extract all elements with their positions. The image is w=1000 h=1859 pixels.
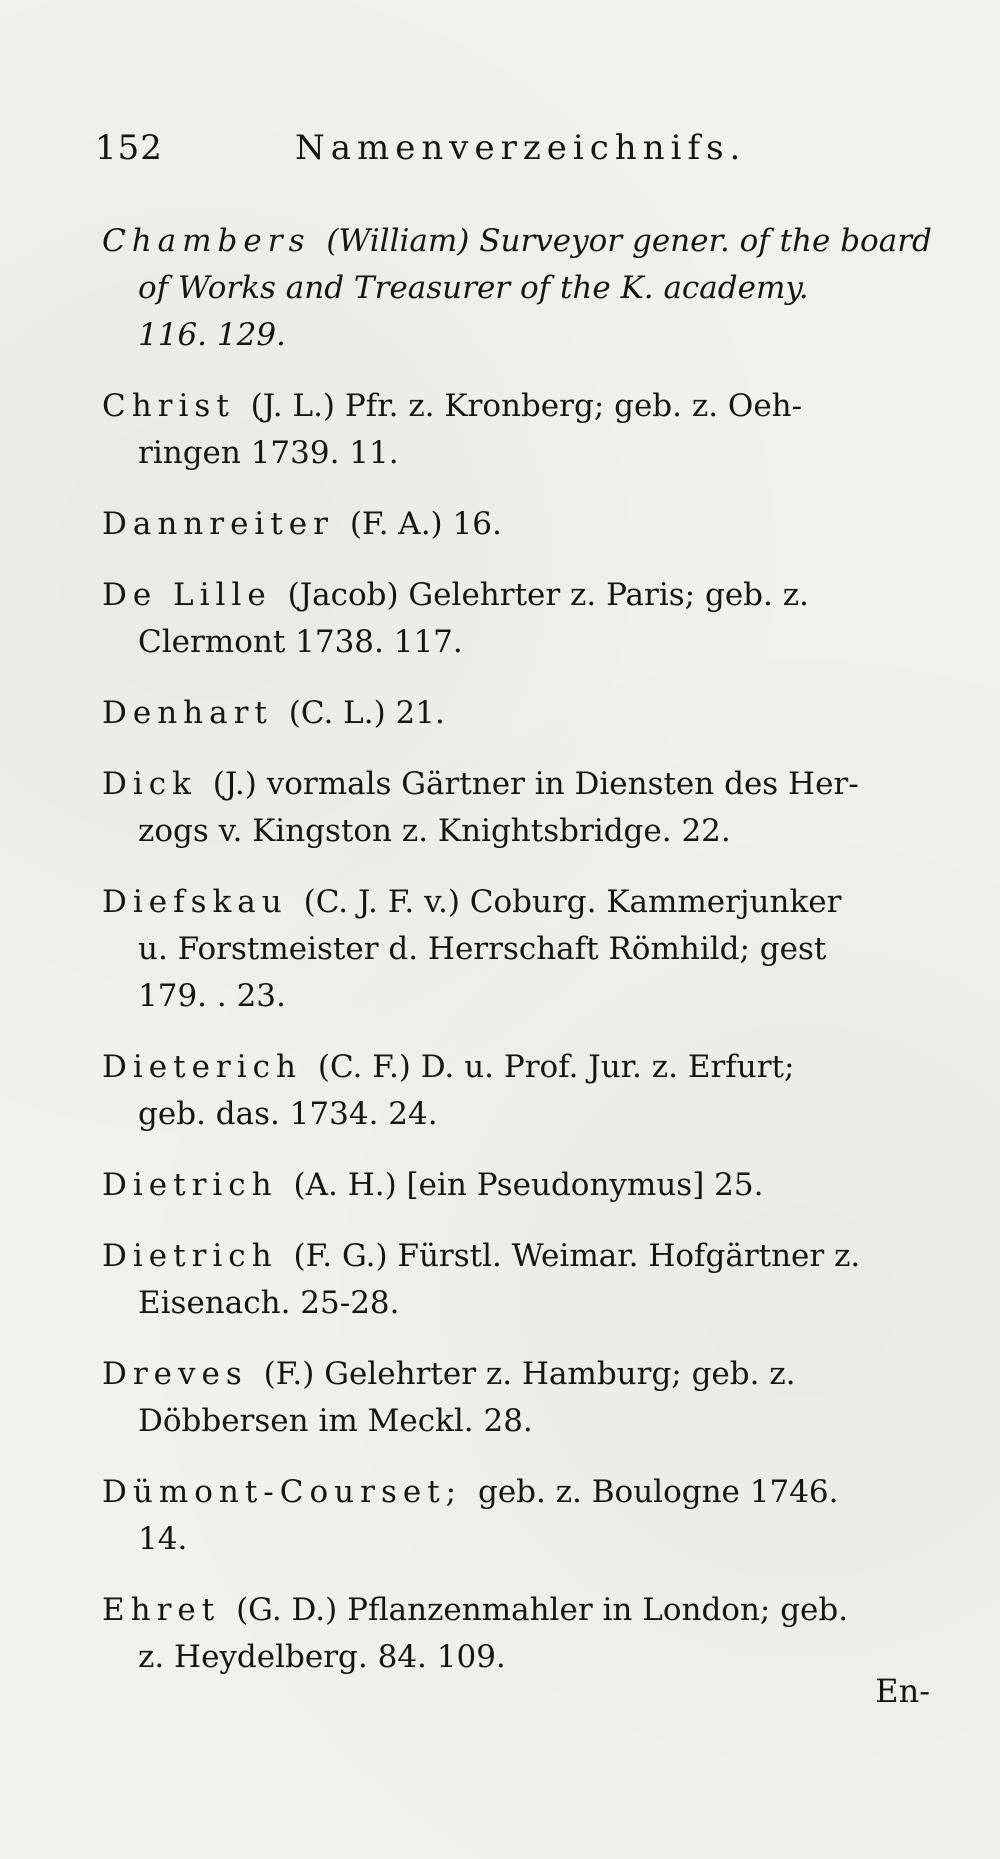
entry-text: (F. G.) Fürstl. Weimar. Hofgärtner z. (293, 1238, 861, 1274)
entry-first-line (102, 1233, 922, 1280)
index-entry (102, 1044, 922, 1138)
entry-text: Eisenach. 25-28. (138, 1285, 400, 1321)
entry-continuation-line (102, 1280, 922, 1327)
entry-first-line (102, 1044, 922, 1091)
entry-text: z. Heydelberg. 84. 109. (138, 1639, 506, 1675)
entry-text: (G. D.) Pflanzenmahler in London; geb. (236, 1592, 849, 1628)
entry-first-line (102, 218, 932, 265)
entry-text: 14. (138, 1521, 188, 1557)
index-entry (102, 1587, 922, 1681)
entry-text: ringen 1739. 11. (138, 435, 399, 471)
entry-text: geb. das. 1734. 24. (138, 1096, 438, 1132)
entry-continuation-line (102, 926, 922, 973)
entry-text: Döbbersen im Meckl. 28. (138, 1403, 533, 1439)
entry-name: Diefskau (102, 884, 288, 920)
entry-first-line (102, 1162, 922, 1209)
entry-first-line (102, 879, 922, 926)
entry-text: (C. F.) D. u. Prof. Jur. z. Erfurt; (317, 1049, 795, 1085)
entry-text: (F. A.) 16. (349, 506, 502, 542)
index-entry (102, 1351, 922, 1445)
index-entry (102, 1469, 922, 1563)
name-index-entries (102, 218, 932, 1705)
entry-name: Dietrich (102, 1238, 278, 1274)
page-number: 152 (95, 128, 163, 168)
entry-text: (William) Surveyor gener. of the board (326, 223, 932, 259)
entry-continuation-line (102, 1634, 922, 1681)
entry-name: Denhart (102, 695, 273, 731)
entry-text: Clermont 1738. 117. (138, 624, 463, 660)
entry-name: De Lille (102, 577, 272, 613)
entry-text: 116. 129. (138, 317, 286, 353)
entry-first-line (102, 572, 922, 619)
entry-first-line (102, 761, 922, 808)
entry-text: u. Forstmeister d. Herrschaft Römhild; gest (138, 931, 827, 967)
page-header (95, 128, 880, 178)
entry-text: (C. L.) 21. (288, 695, 445, 731)
entry-first-line (102, 501, 922, 548)
entry-continuation-line (102, 312, 922, 359)
index-entry (102, 1233, 922, 1327)
entry-continuation-line (102, 1398, 922, 1445)
running-title: Namenverzeichnifs. (295, 128, 747, 168)
entry-name: Dreves (102, 1356, 248, 1392)
entry-text: of Works and Treasurer of the K. academy. (138, 270, 809, 306)
entry-continuation-line (102, 1091, 922, 1138)
entry-continuation-line (102, 973, 922, 1020)
entry-text: zogs v. Kingston z. Knightsbridge. 22. (138, 813, 731, 849)
entry-first-line (102, 1351, 922, 1398)
catchword: En- (875, 1672, 930, 1710)
index-entry (102, 879, 922, 1020)
entry-first-line (102, 383, 922, 430)
index-entry (102, 383, 922, 477)
entry-continuation-line (102, 430, 922, 477)
entry-text: (A. H.) [ein Pseudonymus] 25. (293, 1167, 764, 1203)
index-entry (102, 572, 922, 666)
entry-continuation-line (102, 808, 922, 855)
entry-text: (Jacob) Gelehrter z. Paris; geb. z. (287, 577, 809, 613)
entry-name: Dietrich (102, 1167, 278, 1203)
entry-name: Ehret (102, 1592, 221, 1628)
index-entry (102, 761, 922, 855)
entry-text: (J. L.) Pfr. z. Kronberg; geb. z. Oeh- (250, 388, 803, 424)
entry-name: Dannreiter (102, 506, 334, 542)
entry-name: Dümont-Courset; (102, 1474, 463, 1510)
entry-name: Chambers (102, 223, 311, 259)
entry-text: (J.) vormals Gärtner in Diensten des Her- (212, 766, 859, 802)
entry-name: Dieterich (102, 1049, 302, 1085)
entry-continuation-line (102, 619, 922, 666)
entry-text: geb. z. Boulogne 1746. (477, 1474, 839, 1510)
entry-continuation-line (102, 265, 922, 312)
entry-name: Dick (102, 766, 197, 802)
entry-name: Christ (102, 388, 235, 424)
entry-first-line (102, 1587, 922, 1634)
entry-text: 179. . 23. (138, 978, 286, 1014)
index-entry (102, 218, 932, 359)
entry-continuation-line (102, 1516, 922, 1563)
index-entry (102, 1162, 922, 1209)
entry-text: (C. J. F. v.) Coburg. Kammerjunker (303, 884, 842, 920)
entry-first-line (102, 690, 922, 737)
entry-first-line (102, 1469, 922, 1516)
index-entry (102, 690, 922, 737)
index-entry (102, 501, 922, 548)
entry-text: (F.) Gelehrter z. Hamburg; geb. z. (263, 1356, 796, 1392)
